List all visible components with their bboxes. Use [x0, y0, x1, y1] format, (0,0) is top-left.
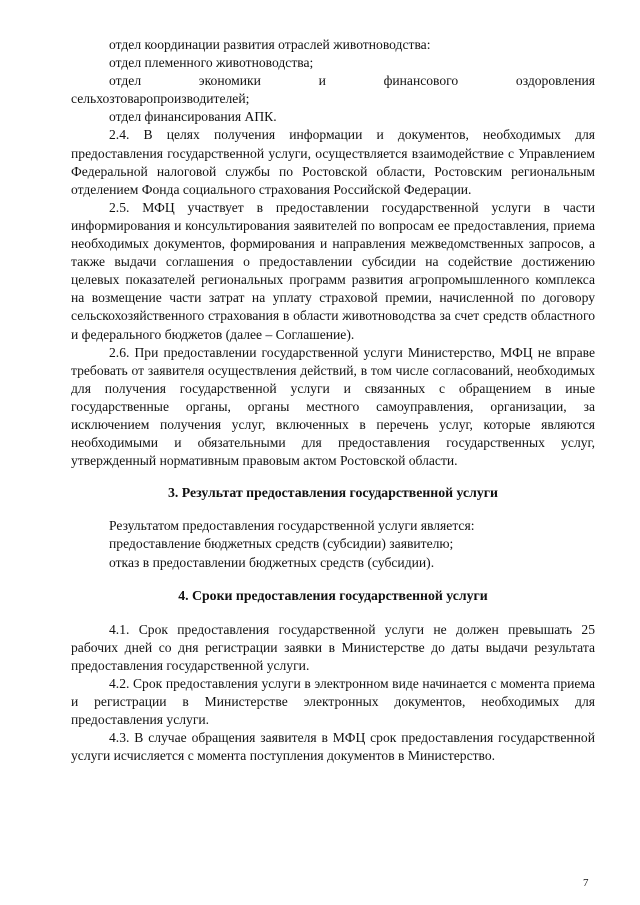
document-page: [71, 36, 595, 765]
paragraph-4-1: 4.1. Срок предоставления государственной услуги не должен превышать 25 рабочих дней со дня регистрации заявки в Министерстве до даты выдачи результата предоставления государственной услуги.: [71, 621, 595, 673]
list-item: отдел финансирования АПК.: [109, 109, 277, 125]
section-3-line: отказ в предоставлении бюджетных средств (субсидии).: [109, 554, 435, 570]
list-item: отдел координации развития отраслей животноводства:: [109, 37, 431, 52]
list-item: сельхозтоваропроизводителей;: [71, 91, 250, 107]
paragraph-4-3: 4.3. В случае обращения заявителя в МФЦ срок предоставления государственной услуги исчисляется с момента поступления документов в Министерство.: [71, 730, 595, 764]
section-3-line: Результатом предоставления государственной услуги является:: [109, 518, 475, 534]
section-3-heading: 3. Результат предоставления государственной услуги: [167, 485, 499, 501]
section-4-heading: 4. Сроки предоставления государственной услуги: [178, 587, 488, 603]
paragraph-4-2: 4.2. Срок предоставления услуги в электронном виде начинается с момента приема и регистрации в Министерстве электронных документов, необходимых для предоставления услуги.: [71, 676, 595, 728]
section-3-line: предоставление бюджетных средств (субсидии) заявителю;: [109, 536, 454, 552]
paragraph-2-5: 2.5. МФЦ участвует в предоставлении государственной услуги в части информирования и консультирования заявителей по вопросам ее предоставления, приема необходимых документов, формирования и направления межведомственных запросов, а также выдачи соглашения о предоставлении субсидии на содействие достижению целевых показателей региональных программ развития агропромышленного комплекса на возмещение части затрат на уплату страховой премии, начисленной по договору сельскохозяйственного страхования в области животноводства за счет средств областного и федерального бюджетов (далее – Соглашение).: [71, 199, 595, 342]
list-item: отдел экономики и финансового оздоровления: [109, 73, 595, 89]
paragraph-2-6: 2.6. При предоставлении государственной услуги Министерство, МФЦ не вправе требовать от заявителя осуществления действий, в том числе согласований, необходимых для получения государственной услуги и связанных с обращением в иные государственные органы, органы местного самоуправления, организации, за исключением получения услуг, включенных в перечень услуг, которые являются необходимыми и обязательными для предоставления государственных услуг, утвержденный нормативным правовым актом Ростовской области.: [71, 344, 595, 469]
paragraph-2-4: 2.4. В целях получения информации и документов, необходимых для предоставления государственной услуги, осуществляется взаимодействие с Управлением Федеральной налоговой службы по Ростовской области, Ростовским региональным отделением Фонда социального страхования Российской Федерации.: [71, 127, 595, 197]
page-number: 7: [583, 877, 589, 889]
list-item: отдел племенного животноводства;: [109, 55, 314, 71]
